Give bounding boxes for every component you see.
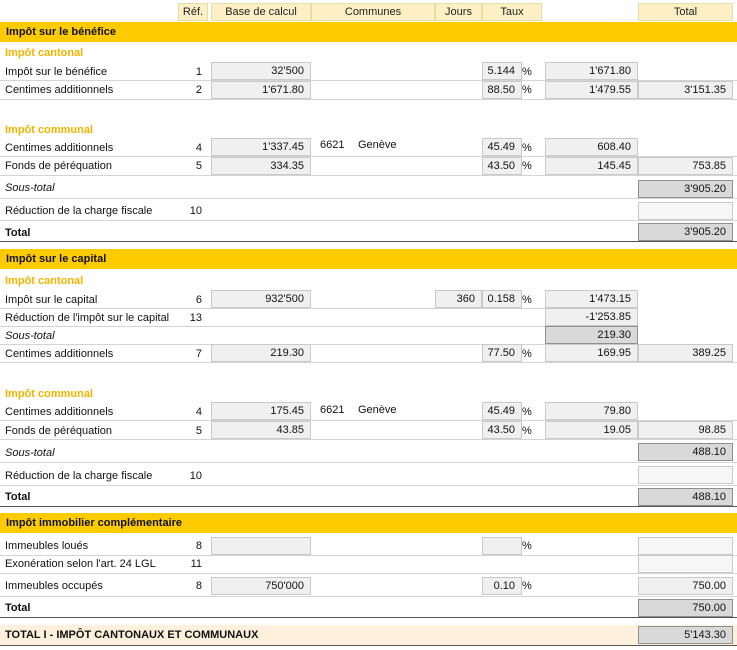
row-label: Centimes additionnels <box>5 84 114 96</box>
section-divider <box>0 617 737 618</box>
section-benefice-title: Impôt sur le bénéfice <box>0 22 737 42</box>
header-jours: Jours <box>435 3 482 21</box>
percent-sign: % <box>522 160 532 172</box>
row-ref: 6 <box>195 294 202 306</box>
base-field[interactable]: 175.45 <box>211 402 311 420</box>
row-ref: 8 <box>195 540 202 552</box>
row-divider <box>0 220 737 221</box>
row-label: Fonds de péréquation <box>5 160 113 172</box>
row-label: Exonération selon l'art. 24 LGL <box>5 558 156 570</box>
rate-field[interactable]: 88.50 <box>482 81 522 99</box>
reduction-field[interactable] <box>638 202 733 220</box>
total-field: 98.85 <box>638 421 733 439</box>
subsection-cantonal-title: Impôt cantonal <box>5 275 84 287</box>
amount-field: 1'671.80 <box>545 62 638 80</box>
grand-total-label: TOTAL I - IMPÔT CANTONAUX ET COMMUNAUX <box>5 629 259 641</box>
row-divider <box>0 175 737 176</box>
row-ref: 5 <box>195 425 202 437</box>
amount-field: 145.45 <box>545 157 638 175</box>
section-immobilier-title: Impôt immobilier complémentaire <box>0 513 737 533</box>
percent-sign: % <box>522 348 532 360</box>
row-label: Impôt sur le capital <box>5 294 98 306</box>
subtotal-label: Sous-total <box>5 330 55 342</box>
percent-sign: % <box>522 580 532 592</box>
row-ref: 11 <box>190 558 202 570</box>
commune-name: Genève <box>358 139 397 151</box>
section-capital-title: Impôt sur le capital <box>0 249 737 269</box>
rate-field[interactable]: 5.144 <box>482 62 522 80</box>
base-field[interactable]: 32'500 <box>211 62 311 80</box>
row-divider <box>0 573 737 574</box>
row-label: Impôt sur le bénéfice <box>5 66 108 78</box>
subsection-cantonal-title: Impôt cantonal <box>5 47 84 59</box>
amount-field: 1'473.15 <box>545 290 638 308</box>
row-ref: 4 <box>195 142 202 154</box>
row-label: Centimes additionnels <box>5 348 114 360</box>
row-ref: 7 <box>195 348 202 360</box>
row-ref: 10 <box>189 470 202 482</box>
section-divider <box>0 506 737 507</box>
percent-sign: % <box>522 540 532 552</box>
percent-sign: % <box>522 66 532 78</box>
amount-field: 19.05 <box>545 421 638 439</box>
row-ref: 1 <box>195 66 202 78</box>
percent-sign: % <box>522 294 532 306</box>
total-field: 389.25 <box>638 344 733 362</box>
reduction-label: Réduction de la charge fiscale <box>5 205 153 217</box>
percent-sign: % <box>522 84 532 96</box>
header-base: Base de calcul <box>211 3 311 21</box>
row-ref: 5 <box>195 160 202 172</box>
row-divider <box>0 308 545 309</box>
base-field[interactable]: 932'500 <box>211 290 311 308</box>
total-label: Total <box>5 227 31 239</box>
base-field[interactable]: 1'671.80 <box>211 81 311 99</box>
amount-field: 79.80 <box>545 402 638 420</box>
base-field[interactable]: 750'000 <box>211 577 311 595</box>
base-field[interactable]: 334.35 <box>211 157 311 175</box>
subsection-communal-title: Impôt communal <box>5 388 94 400</box>
subtotal-field: 219.30 <box>545 326 638 344</box>
amount-field: 608.40 <box>545 138 638 156</box>
row-ref: 4 <box>195 406 202 418</box>
row-divider <box>0 198 737 199</box>
row-divider <box>0 326 545 327</box>
row-divider <box>0 99 737 100</box>
row-divider <box>0 362 737 363</box>
section-divider <box>0 241 737 242</box>
base-field[interactable]: 43.85 <box>211 421 311 439</box>
percent-sign: % <box>522 142 532 154</box>
header-communes: Communes <box>311 3 435 21</box>
base-field[interactable]: 219.30 <box>211 344 311 362</box>
row-divider <box>0 439 737 440</box>
commune-name: Genève <box>358 404 397 416</box>
percent-sign: % <box>522 406 532 418</box>
rate-field[interactable]: 0.158 <box>482 290 522 308</box>
percent-sign: % <box>522 425 532 437</box>
row-label: Fonds de péréquation <box>5 425 113 437</box>
commune-code: 6621 <box>320 139 345 151</box>
total-field: 488.10 <box>638 488 733 506</box>
rate-field[interactable]: 45.49 <box>482 138 522 156</box>
rate-field[interactable]: 45.49 <box>482 402 522 420</box>
total-label: Total <box>5 602 31 614</box>
reduction-field[interactable] <box>638 466 733 484</box>
commune-code: 6621 <box>320 404 345 416</box>
row-label: Immeubles occupés <box>5 580 103 592</box>
row-label: Immeubles loués <box>5 540 89 552</box>
row-label: Centimes additionnels <box>5 142 114 154</box>
row-ref: 8 <box>195 580 202 592</box>
total-field <box>638 555 733 573</box>
subtotal-field: 3'905.20 <box>638 180 733 198</box>
total-field: 753.85 <box>638 157 733 175</box>
total-field: 3'151.35 <box>638 81 733 99</box>
total-field: 750.00 <box>638 577 733 595</box>
rate-field[interactable]: 43.50 <box>482 421 522 439</box>
days-field[interactable]: 360 <box>435 290 482 308</box>
header-ref: Réf. <box>178 3 208 21</box>
row-divider <box>0 596 737 597</box>
row-ref: 10 <box>189 205 202 217</box>
row-ref: 2 <box>195 84 202 96</box>
base-field[interactable] <box>211 537 311 555</box>
row-ref: 13 <box>189 312 202 324</box>
row-divider <box>0 555 737 556</box>
rate-field[interactable] <box>482 537 522 555</box>
amount-field: -1'253.85 <box>545 308 638 326</box>
total-field: 750.00 <box>638 599 733 617</box>
base-field[interactable]: 1'337.45 <box>211 138 311 156</box>
header-total: Total <box>638 3 733 21</box>
row-label: Centimes additionnels <box>5 406 114 418</box>
total-field: 3'905.20 <box>638 223 733 241</box>
amount-field: 1'479.55 <box>545 81 638 99</box>
header-taux: Taux <box>482 3 542 21</box>
rate-field[interactable]: 43.50 <box>482 157 522 175</box>
grand-total-underline <box>0 645 737 646</box>
row-divider <box>0 485 737 486</box>
row-divider <box>0 462 737 463</box>
subtotal-field: 488.10 <box>638 443 733 461</box>
total-field <box>638 537 733 555</box>
grand-total-field: 5'143.30 <box>638 626 733 644</box>
reduction-label: Réduction de la charge fiscale <box>5 470 153 482</box>
subtotal-label: Sous-total <box>5 447 55 459</box>
rate-field[interactable]: 77.50 <box>482 344 522 362</box>
amount-field: 169.95 <box>545 344 638 362</box>
subsection-communal-title: Impôt communal <box>5 124 94 136</box>
row-label: Réduction de l'impôt sur le capital <box>5 312 170 324</box>
total-label: Total <box>5 491 31 503</box>
subtotal-label: Sous-total <box>5 182 55 194</box>
rate-field[interactable]: 0.10 <box>482 577 522 595</box>
